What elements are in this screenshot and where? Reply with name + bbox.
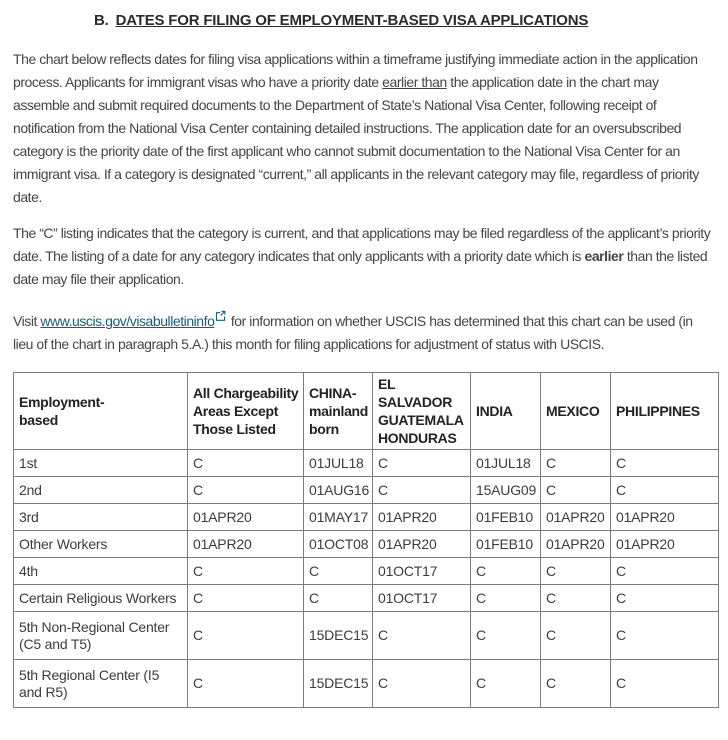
section-letter: B. xyxy=(94,12,109,29)
table-cell: 01APR20 xyxy=(541,504,611,531)
column-header-philippines: PHILIPPINES xyxy=(611,373,719,450)
table-cell: C xyxy=(373,660,471,708)
table-cell: C xyxy=(188,450,304,477)
table-cell: C xyxy=(541,558,611,585)
table-cell: C xyxy=(541,477,611,504)
table-row-5th-regional-center xyxy=(14,660,719,708)
table-cell: 01AUG16 xyxy=(304,477,373,504)
table-row-3rd xyxy=(14,504,719,531)
table-cell: 01MAY17 xyxy=(304,504,373,531)
row-label: 1st xyxy=(14,450,188,477)
table-cell: C xyxy=(188,660,304,708)
text-run: Visit xyxy=(13,313,41,329)
text-run: than the listed date may file their application. xyxy=(13,248,708,287)
table-cell: C xyxy=(541,660,611,708)
table-cell: 01OCT17 xyxy=(373,558,471,585)
table-cell: C xyxy=(611,660,719,708)
table-cell: 01APR20 xyxy=(373,531,471,558)
table-cell: 01APR20 xyxy=(188,531,304,558)
column-header-label: Employment-based xyxy=(19,394,105,428)
table-header-row xyxy=(14,373,719,450)
section-heading xyxy=(94,12,714,29)
table-cell: C xyxy=(188,558,304,585)
text-run: the application date in the chart may assemble and submit required documents to the Department of State’s National Visa Center, following receipt of notification from the National Visa Center containing detailed instructions. The application date for an oversubscribed category is the priority date of the first applicant who cannot submit documentation to the National Visa Center for an immigrant visa. If a category is designated “current,” all applicants in the relevant category may file, regardless of priority date. xyxy=(13,74,699,205)
table-cell: C xyxy=(188,585,304,612)
table-cell: C xyxy=(611,450,719,477)
table-cell: C xyxy=(188,612,304,660)
table-cell: 01APR20 xyxy=(541,531,611,558)
bold-phrase: earlier xyxy=(584,248,624,264)
table-cell: C xyxy=(373,612,471,660)
table-cell: 01APR20 xyxy=(611,504,719,531)
row-label: 5th Non-Regional Center (C5 and T5) xyxy=(14,612,188,660)
external-link-icon xyxy=(215,310,226,321)
table-cell: 01JUL18 xyxy=(304,450,373,477)
text-run: The chart below reflects dates for filing visa applications within a timeframe justifying immediate action in the application process. Applicants for immigrant visas who have a priority date xyxy=(13,51,698,90)
table-cell: C xyxy=(373,477,471,504)
table-cell: C xyxy=(304,585,373,612)
text-run: for information on whether USCIS has determined that this chart can be used (in lieu of the chart in paragraph 5.A.) this month for filing applications for adjustment of status with USCIS. xyxy=(13,313,693,352)
row-label: Other Workers xyxy=(14,531,188,558)
table-cell: 01APR20 xyxy=(611,531,719,558)
paragraph-filing-explanation xyxy=(13,48,714,209)
table-row-2nd xyxy=(14,477,719,504)
table-cell: C xyxy=(471,585,541,612)
column-header-el-salvador-guatemala-honduras: EL SALVADOR GUATEMALA HONDURAS xyxy=(373,373,471,450)
table-row-other-workers xyxy=(14,531,719,558)
table-row-1st xyxy=(14,450,719,477)
table-cell: 01FEB10 xyxy=(471,531,541,558)
table-cell: C xyxy=(373,450,471,477)
row-label: 5th Regional Center (I5 and R5) xyxy=(14,660,188,708)
column-header-india: INDIA xyxy=(471,373,541,450)
paragraph-uscis-info xyxy=(13,310,714,356)
table-row-4th xyxy=(14,558,719,585)
table-cell: 01OCT17 xyxy=(373,585,471,612)
visa-bulletin-link[interactable]: www.uscis.gov/visabulletininfo xyxy=(40,313,215,329)
column-header-mexico: MEXICO xyxy=(541,373,611,450)
row-label: 4th xyxy=(14,558,188,585)
table-cell: C xyxy=(471,558,541,585)
column-header-all-chargeability: All Chargeability Areas Except Those Listed xyxy=(188,373,304,450)
table-cell: 01APR20 xyxy=(188,504,304,531)
table-cell: 15DEC15 xyxy=(304,612,373,660)
underlined-phrase: earlier than xyxy=(382,74,447,90)
row-label: 2nd xyxy=(14,477,188,504)
table-cell: C xyxy=(611,558,719,585)
table-cell: C xyxy=(611,477,719,504)
table-row-certain-religious-workers xyxy=(14,585,719,612)
table-cell: C xyxy=(541,585,611,612)
table-cell: C xyxy=(304,558,373,585)
table-cell: C xyxy=(471,612,541,660)
table-cell: C xyxy=(611,585,719,612)
table-cell: 15DEC15 xyxy=(304,660,373,708)
table-cell: C xyxy=(188,477,304,504)
table-cell: C xyxy=(541,450,611,477)
row-label: 3rd xyxy=(14,504,188,531)
filing-dates-table xyxy=(13,372,719,708)
paragraph-c-listing xyxy=(13,222,714,291)
table-cell: C xyxy=(541,612,611,660)
row-label: Certain Religious Workers xyxy=(14,585,188,612)
table-row-5th-non-regional-center xyxy=(14,612,719,660)
text-run: The “C” listing indicates that the category is current, and that applications may be filed regardless of the applicant’s priority date. The listing of a date for any category indicates that only applicants with a priority date which is xyxy=(13,225,711,264)
table-cell: 01OCT08 xyxy=(304,531,373,558)
table-cell: C xyxy=(471,660,541,708)
column-header-category xyxy=(14,373,188,450)
table-cell: 15AUG09 xyxy=(471,477,541,504)
table-cell: C xyxy=(611,612,719,660)
column-header-china: CHINA-mainland born xyxy=(304,373,373,450)
page-title: DATES FOR FILING OF EMPLOYMENT-BASED VISA APPLICATIONS xyxy=(115,12,589,29)
table-cell: 01FEB10 xyxy=(471,504,541,531)
table-cell: 01JUL18 xyxy=(471,450,541,477)
table-cell: 01APR20 xyxy=(373,504,471,531)
